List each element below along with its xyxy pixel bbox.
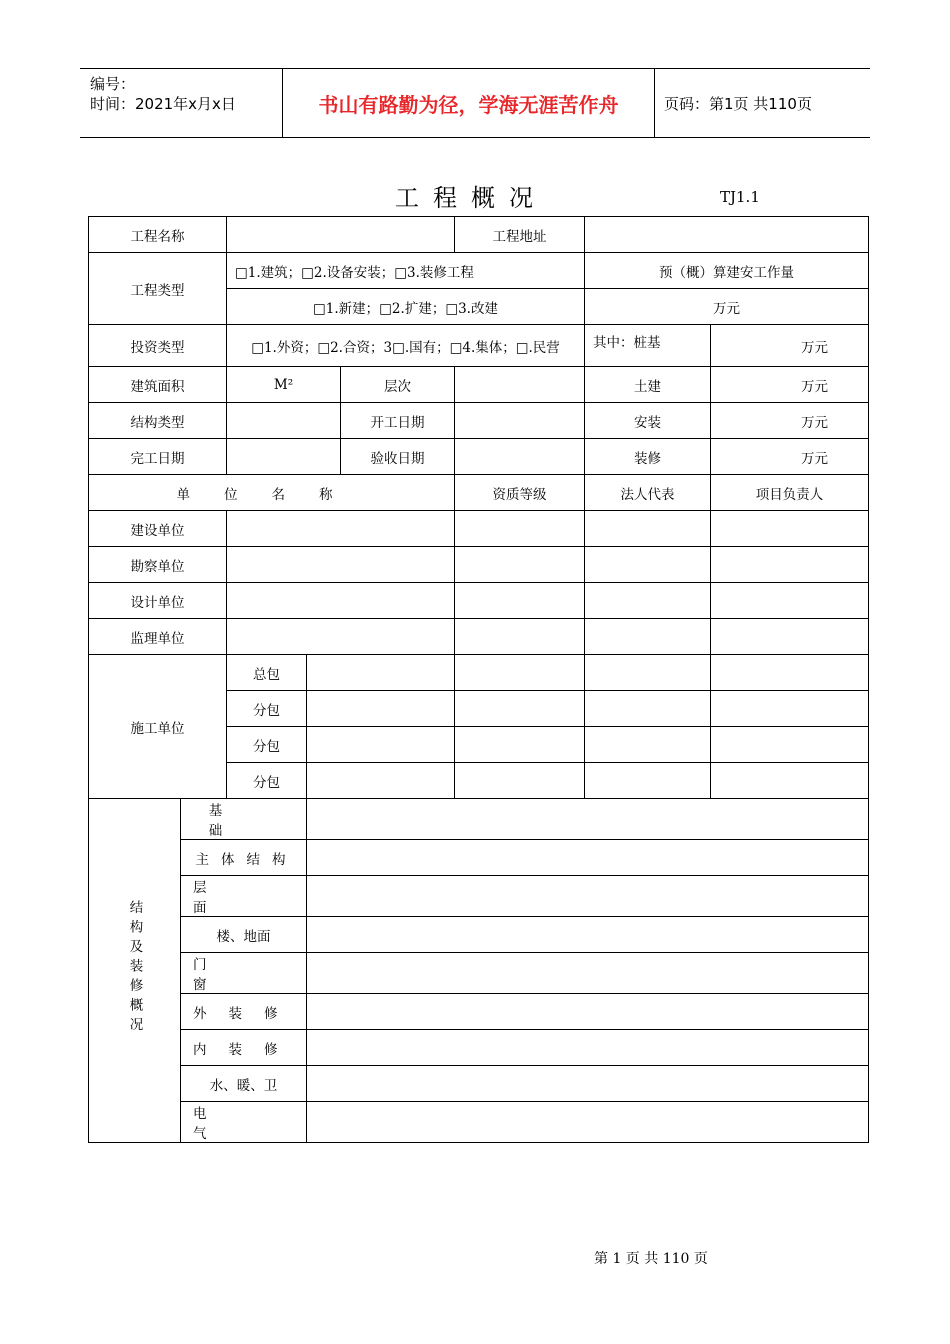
- field-builder-name[interactable]: [227, 511, 455, 547]
- header-legal-rep: 法人代表: [585, 475, 711, 511]
- header-motto: 书山有路勤为径，学海无涯苦作舟: [318, 92, 619, 117]
- label-foundation: [181, 799, 307, 840]
- field-supervise-name[interactable]: [227, 619, 455, 655]
- label-sub: 分包: [227, 691, 307, 727]
- field-structure-type[interactable]: [227, 403, 341, 439]
- page-header: [80, 68, 870, 138]
- field-int-decor[interactable]: [307, 1030, 869, 1066]
- project-overview-table: [88, 216, 869, 1143]
- header-meta: [90, 69, 282, 137]
- label-ext-decor: [181, 994, 307, 1030]
- label-floor-ground: 楼、地面: [181, 917, 307, 953]
- field-main-struct[interactable]: [307, 840, 869, 876]
- field-sub-leader[interactable]: [711, 727, 869, 763]
- label-electric: [181, 1102, 307, 1143]
- field-design-leader[interactable]: [711, 583, 869, 619]
- field-sub-rep[interactable]: [585, 763, 711, 799]
- field-sub-qual[interactable]: [455, 691, 585, 727]
- label-project-type: 工程类型: [89, 253, 227, 325]
- label-struct-overview: [89, 799, 181, 1143]
- main-struct-text: 主体结构: [195, 851, 298, 868]
- field-general-qual[interactable]: [455, 655, 585, 691]
- field-sub-rep[interactable]: [585, 691, 711, 727]
- pile-unit: 万元: [711, 325, 869, 367]
- header-unit-name: 单位名称: [89, 475, 455, 511]
- civil-unit: 万元: [711, 367, 869, 403]
- field-floors[interactable]: [455, 367, 585, 403]
- field-sub-name[interactable]: [307, 691, 455, 727]
- install-unit: 万元: [711, 403, 869, 439]
- label-survey: 勘察单位: [89, 547, 227, 583]
- construction-mode-options[interactable]: □1.新建；□2.扩建；□3.改建: [227, 289, 585, 325]
- form-code: TJ1.1: [720, 188, 760, 206]
- label-budget: 预（概）算建安工作量: [585, 253, 869, 289]
- field-supervise-qual[interactable]: [455, 619, 585, 655]
- time-label: 时间：2021年x月x日: [90, 95, 236, 113]
- label-sub: 分包: [227, 763, 307, 799]
- field-general-rep[interactable]: [585, 655, 711, 691]
- label-construct: 施工单位: [89, 655, 227, 799]
- label-pile: 其中：桩基: [585, 325, 711, 367]
- label-decoration: 装修: [585, 439, 711, 475]
- field-builder-qual[interactable]: [455, 511, 585, 547]
- field-survey-leader[interactable]: [711, 547, 869, 583]
- label-structure-type: 结构类型: [89, 403, 227, 439]
- field-survey-rep[interactable]: [585, 547, 711, 583]
- label-project-name: 工程名称: [89, 217, 227, 253]
- field-roof[interactable]: [307, 876, 869, 917]
- label-general: 总包: [227, 655, 307, 691]
- label-int-decor: [181, 1030, 307, 1066]
- field-general-leader[interactable]: [711, 655, 869, 691]
- label-start-date: 开工日期: [341, 403, 455, 439]
- label-builder: 建设单位: [89, 511, 227, 547]
- label-plumbing: 水、暖、卫: [181, 1066, 307, 1102]
- field-project-name[interactable]: [227, 217, 455, 253]
- int-decor-text: 内装修: [193, 1041, 300, 1058]
- label-invest-type: 投资类型: [89, 325, 227, 367]
- header-project-leader: 项目负责人: [711, 475, 869, 511]
- label-accept-date: 验收日期: [341, 439, 455, 475]
- field-plumbing[interactable]: [307, 1066, 869, 1102]
- document-title: 工程概况: [395, 184, 547, 212]
- decoration-unit: 万元: [711, 439, 869, 475]
- field-project-address[interactable]: [585, 217, 869, 253]
- field-sub-rep[interactable]: [585, 727, 711, 763]
- field-door-window[interactable]: [307, 953, 869, 994]
- field-general-name[interactable]: [307, 655, 455, 691]
- field-sub-leader[interactable]: [711, 763, 869, 799]
- electric-text: 电气: [193, 1106, 277, 1142]
- struct-overview-text: 结构及装修概况: [126, 900, 143, 1037]
- project-type-options[interactable]: □1.建筑；□2.设备安装；□3.装修工程: [227, 253, 585, 289]
- field-finish-date[interactable]: [227, 439, 341, 475]
- field-supervise-leader[interactable]: [711, 619, 869, 655]
- field-survey-qual[interactable]: [455, 547, 585, 583]
- field-floor-ground[interactable]: [307, 917, 869, 953]
- label-sub: 分包: [227, 727, 307, 763]
- field-survey-name[interactable]: [227, 547, 455, 583]
- header-qualification: 资质等级: [455, 475, 585, 511]
- field-builder-rep[interactable]: [585, 511, 711, 547]
- header-divider: [654, 69, 655, 137]
- field-foundation[interactable]: [307, 799, 869, 840]
- label-floors: 层次: [341, 367, 455, 403]
- ext-decor-text: 外装修: [193, 1005, 300, 1022]
- field-sub-name[interactable]: [307, 763, 455, 799]
- number-label: 编号：: [90, 75, 136, 93]
- label-project-address: 工程地址: [455, 217, 585, 253]
- field-supervise-rep[interactable]: [585, 619, 711, 655]
- label-supervise: 监理单位: [89, 619, 227, 655]
- label-main-struct: [181, 840, 307, 876]
- field-accept-date[interactable]: [455, 439, 585, 475]
- door-window-text: 门窗: [193, 957, 263, 993]
- budget-unit: 万元: [585, 289, 869, 325]
- invest-type-options[interactable]: □1.外资；□2.合资；3□.国有；□4.集体；□.民营: [227, 325, 585, 367]
- field-design-name[interactable]: [227, 583, 455, 619]
- field-sub-leader[interactable]: [711, 691, 869, 727]
- field-ext-decor[interactable]: [307, 994, 869, 1030]
- area-unit: M²: [227, 367, 341, 403]
- label-roof: [181, 876, 307, 917]
- field-electric[interactable]: [307, 1102, 869, 1143]
- field-start-date[interactable]: [455, 403, 585, 439]
- label-civil: 土建: [585, 367, 711, 403]
- label-finish-date: 完工日期: [89, 439, 227, 475]
- foundation-text: 基础: [208, 803, 279, 839]
- roof-text: 层面: [193, 880, 263, 916]
- field-sub-name[interactable]: [307, 727, 455, 763]
- header-page-info: 页码：第1页 共110页: [664, 94, 812, 113]
- field-builder-leader[interactable]: [711, 511, 869, 547]
- field-design-qual[interactable]: [455, 583, 585, 619]
- label-install: 安装: [585, 403, 711, 439]
- field-design-rep[interactable]: [585, 583, 711, 619]
- field-sub-qual[interactable]: [455, 727, 585, 763]
- label-door-window: [181, 953, 307, 994]
- page-footer: 第 1 页 共 110 页: [594, 1251, 708, 1267]
- label-building-area: 建筑面积: [89, 367, 227, 403]
- field-sub-qual[interactable]: [455, 763, 585, 799]
- label-design: 设计单位: [89, 583, 227, 619]
